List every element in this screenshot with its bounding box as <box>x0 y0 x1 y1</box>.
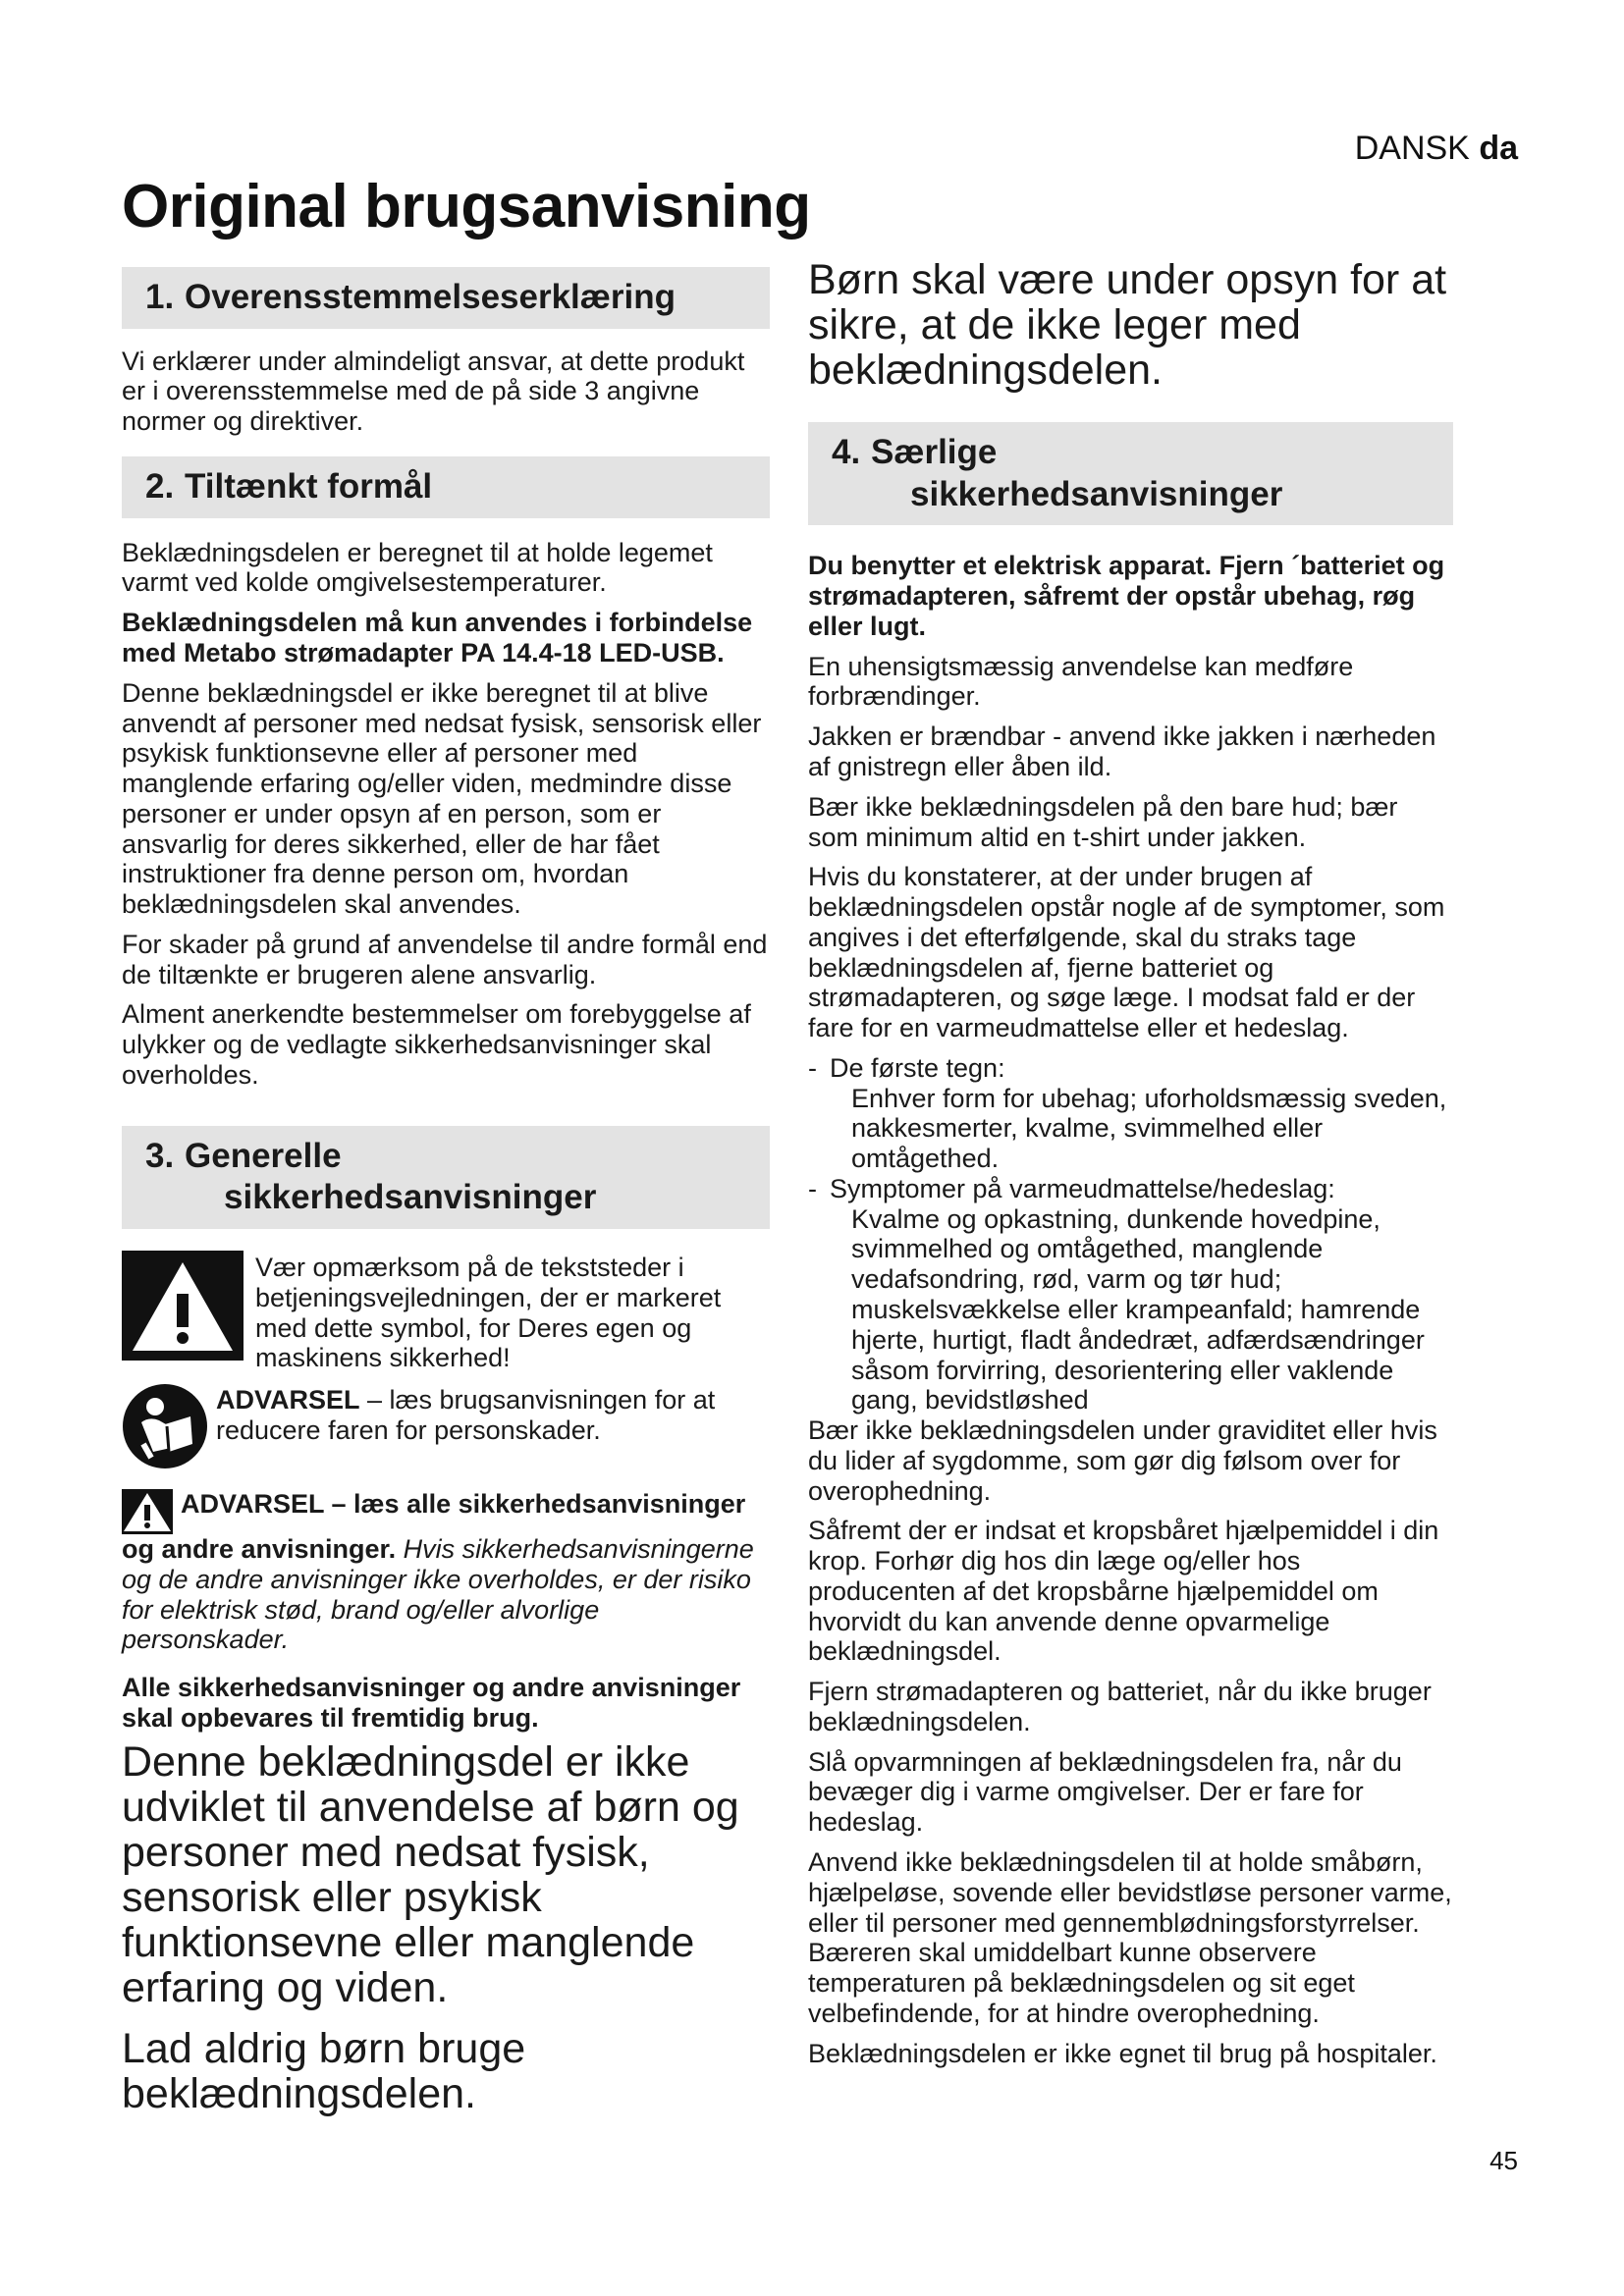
section-number: 2. <box>145 466 175 506</box>
special-intro: Du benytter et elektrisk apparat. Fjern ´batteriet og strømadapteren, såfremt der opstår ubehag, røg eller lugt. <box>808 551 1445 641</box>
warning-label: ADVARSEL <box>216 1385 360 1415</box>
keep-instructions-text: Alle sikkerhedsanvisninger og andre anvisninger skal opbevares til fremtidig brug. <box>122 1673 741 1733</box>
purpose-text-1: Beklædningsdelen er beregnet til at holde legemet varmt ved kolde omgivelsestemperaturer. <box>122 537 713 598</box>
list-item-head: De første tegn: <box>830 1052 1005 1083</box>
children-warning-1: Denne beklædningsdel er ikke udviklet til anvendelse af børn og personer med nedsat fysisk, sensorisk eller psykisk funktionsevne eller manglende erfaring og viden. <box>122 1737 739 2011</box>
section-heading-4 <box>808 422 1453 525</box>
purpose-text-3: Denne beklædningsdel er ikke beregnet til at blive anvendt af personer med nedsat fysisk, sensorisk eller psykisk funktionsevne eller af personer med manglende erfaring og/eller viden, medmindre disse personer er under opsyn af en person, som er ansvarlig for deres sikkerhed, eller de har fået instruktioner fra denne person om, hvordan beklædningsdelen skal anvendes. <box>122 677 762 920</box>
special-text-8: Slå opvarmningen af beklædningsdelen fra, når du bevæger dig i varme omgivelser. Der er fare for hedeslag. <box>808 1746 1402 1838</box>
general-warning <box>122 1489 770 1655</box>
list-item-body: Enhver form for ubehag; uforholdsmæssig sveden, nakkesmerter, kvalme, svimmelhed eller omtågethed. <box>851 1083 1447 1174</box>
page-number: 45 <box>1489 2146 1518 2175</box>
special-text-9: Anvend ikke beklædningsdelen til at holde småbørn, hjælpeløse, sovende eller bevidstløse personer varme, eller til personer med gennemblødningsforstyrrelser. Bæreren skal umiddelbart kunne observere temperaturen på beklædningsdelen og sit eget velbefindende, for at hindre overophedning. <box>808 1847 1452 2028</box>
special-text-1: En uhensigtsmæssig anvendelse kan medføre forbrændinger. <box>808 651 1354 712</box>
section-heading-1 <box>122 267 770 329</box>
language-code: da <box>1479 130 1518 167</box>
section-title: Overensstemmelseserklæring <box>185 278 676 316</box>
special-text-7: Fjern strømadapteren og batteriet, når du ikke bruger beklædningsdelen. <box>808 1677 1432 1736</box>
section-number: 1. <box>145 278 175 316</box>
read-manual-row <box>122 1383 770 1469</box>
language-label <box>1355 130 1518 168</box>
right-column <box>808 257 1453 2068</box>
read-manual-description: – læs brugsanvisningen for at reducere faren for personskader. <box>216 1385 716 1445</box>
list-item <box>808 1174 1453 1415</box>
special-text-6: Såfremt der er indsat et kropsbåret hjælpemiddel i din krop. Forhør dig hos din læge og/eller hos producenten af det kropsbårne hjælpemiddel om hvorvidt du kan anvende denne opvarmelige beklædningsdel. <box>808 1516 1439 1667</box>
special-text-2: Jakken er brændbar - anvend ikke jakken i nærheden af gnistregn eller åben ild. <box>808 721 1436 781</box>
section-title-line1: Særlige <box>871 433 998 471</box>
section-title-line2: sikkerhedsanvisninger <box>224 1178 597 1217</box>
special-text-4: Hvis du konstaterer, at der under brugen af beklædningsdelen opstår nogle af de symptomer, som angives i det efterfølgende, skal du straks tage beklædningsdelen af, fjerne batteriet og strømadapteren, og søge læge. I modsat fald er der fare for en varmeudmattelse eller et hedeslag. <box>808 862 1445 1043</box>
purpose-text-5: Alment anerkendte bestemmelser om forebyggelse af ulykker og de vedlagte sikkerhedsanvisninger skal overholdes. <box>122 999 751 1090</box>
list-item <box>808 1053 1453 1174</box>
special-text-5: Bær ikke beklædningsdelen under graviditet eller hvis du lider af sygdomme, som gør dig følsom over for overophedning. <box>808 1415 1437 1506</box>
declaration-text: Vi erklærer under almindeligt ansvar, at dette produkt er i overensstemmelse med de på side 3 angivne normer og direktiver. <box>122 346 745 437</box>
section-title-line2: sikkerhedsanvisninger <box>910 474 1283 513</box>
section-title: Tiltænkt formål <box>185 466 433 506</box>
warning-symbol-row <box>122 1251 770 1373</box>
read-manual-text <box>216 1385 770 1446</box>
section-title-line1: Generelle <box>185 1136 342 1175</box>
read-manual-icon <box>122 1383 208 1469</box>
left-column <box>122 267 770 2116</box>
section-number: 4. <box>832 433 861 471</box>
language-name: DANSK <box>1354 130 1470 167</box>
warning-italic-text: Hvis sikkerhedsanvisningerne og de andre anvisninger ikke overholdes, er der risiko for elektrisk stød, brand og/eller alvorlige personskader. <box>122 1534 754 1655</box>
special-text-10: Beklædningsdelen er ikke egnet til brug på hospitaler. <box>808 2038 1437 2068</box>
warning-bold-text: ADVARSEL – læs alle sikkerhedsanvisninger og andre anvisninger. <box>122 1489 746 1565</box>
section-number: 3. <box>145 1136 175 1175</box>
warning-triangle-icon <box>122 1251 244 1361</box>
warning-small-triangle-icon <box>122 1489 173 1534</box>
purpose-text-4: For skader på grund af anvendelse til andre formål end de tiltænkte er brugeren alene ansvarlig. <box>122 929 768 989</box>
section-heading-3 <box>122 1126 770 1229</box>
page-title: Original brugsanvisning <box>122 173 811 240</box>
purpose-text-2: Beklædningsdelen må kun anvendes i forbindelse med Metabo strømadapter PA 14.4-18 LED-USB. <box>122 608 753 667</box>
symptom-list <box>808 1053 1453 1415</box>
symbol-explanation: Vær opmærksom på de tekststeder i betjeningsvejledningen, der er markeret med dette symbol, for Deres egen og maskinens sikkerhed! <box>255 1253 722 1373</box>
special-text-3: Bær ikke beklædningsdelen på den bare hud; bær som minimum altid en t-shirt under jakken. <box>808 791 1398 852</box>
children-warning-2: Lad aldrig børn bruge beklædningsdelen. <box>122 2024 526 2117</box>
list-item-body: Kvalme og opkastning, dunkende hovedpine, svimmelhed og omtågethed, manglende vedafsondring, rød, varm og tør hud; muskelsvækkelse eller krampeanfald; hamrende hjerte, hurtigt, fladt åndedræt, adfærdsændringer såsom forvirring, desorientering eller vaklende gang, bevidstløshed <box>851 1203 1425 1415</box>
list-item-head: Symptomer på varmeudmattelse/hedeslag: <box>830 1173 1335 1203</box>
section-heading-2 <box>122 456 770 518</box>
children-warning-3: Børn skal være under opsyn for at sikre, at de ikke leger med beklædningsdelen. <box>808 256 1447 394</box>
